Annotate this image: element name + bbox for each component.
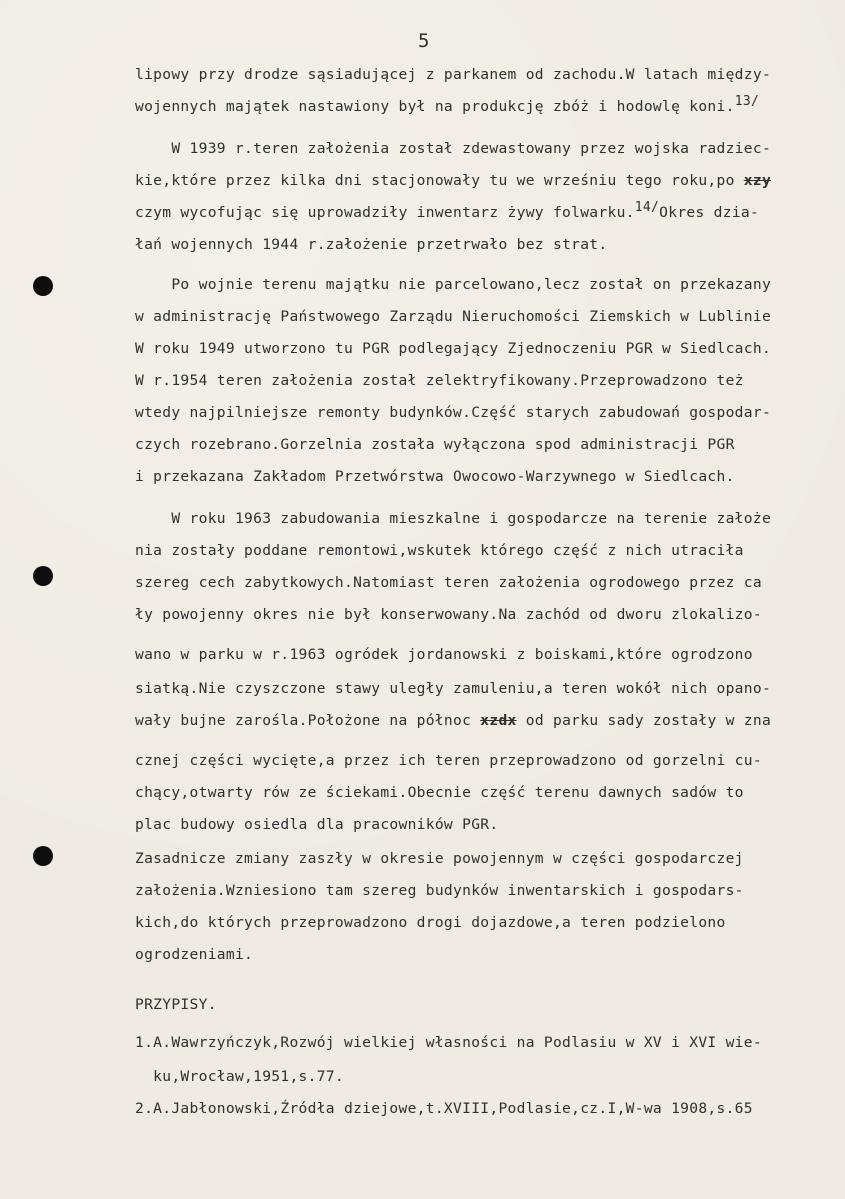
text-line	[135, 372, 744, 389]
punch-hole-middle	[33, 566, 53, 586]
line-text: i przekazana Zakładom Przetwórstwa Owocowo-Warzywnego w Siedlcach.	[135, 468, 735, 485]
line-text: W 1939 r.teren założenia został zdewastowany przez wojska radziec-	[135, 140, 772, 157]
struck-out-text: xzdx	[480, 712, 517, 729]
line-text: wojennych majątek nastawiony był na produkcję zbóż i hodowlę koni.	[135, 98, 735, 115]
text-line	[135, 436, 735, 453]
line-text: założenia.Wzniesiono tam szereg budynków inwentarskich i gospodars-	[135, 882, 744, 899]
punch-hole-top	[33, 276, 53, 296]
line-text: 2.A.Jabłonowski,Źródła dziejowe,t.XVIII,Podlasie,cz.I,W-wa 1908,s.65	[135, 1100, 753, 1117]
line-text: ły powojenny okres nie był konserwowany.Na zachód od dworu zlokalizo-	[135, 606, 762, 623]
line-text: chący,otwarty rów ze ściekami.Obecnie część terenu dawnych sadów to	[135, 784, 744, 801]
line-text: wano w parku w r.1963 ogródek jordanowski z boiskami,które ogrodzono	[135, 646, 753, 663]
text-line	[135, 510, 771, 527]
text-line	[135, 752, 762, 769]
text-line	[135, 308, 771, 325]
line-text: czych rozebrano.Gorzelnia została wyłączona spod administracji PGR	[135, 436, 735, 453]
line-text: wały bujne zarośla.Położone na północ	[135, 712, 481, 729]
line-text: szereg cech zabytkowych.Natomiast teren założenia ogrodowego przez ca	[135, 574, 762, 591]
line-text: cznej części wycięte,a przez ich teren przeprowadzono od gorzelni cu-	[135, 752, 762, 769]
text-line	[135, 404, 771, 421]
text-line	[135, 606, 762, 623]
line-text: Zasadnicze zmiany zaszły w okresie powojennym w części gospodarczej	[135, 850, 744, 867]
line-text-continued: Okres dzia-	[659, 204, 760, 221]
text-line	[135, 996, 217, 1013]
text-line	[135, 1068, 344, 1085]
footnote-reference: 14/	[634, 200, 660, 215]
line-text: W roku 1949 utworzono tu PGR podlegający Zjednoczeniu PGR w Siedlcach.	[135, 340, 772, 357]
line-text: w administrację Państwowego Zarządu Nieruchomości Ziemskich w Lublinie	[135, 308, 772, 325]
text-line	[135, 946, 253, 963]
line-text: plac budowy osiedla dla pracowników PGR.	[135, 816, 499, 833]
text-line	[135, 680, 771, 697]
line-text: ogrodzeniami.	[135, 946, 254, 963]
line-text: siatką.Nie czyszczone stawy uległy zamuleniu,a teren wokół nich opano-	[135, 680, 772, 697]
line-text: czym wycofując się uprowadziły inwentarz żywy folwarku.	[135, 204, 635, 221]
text-line	[135, 816, 498, 833]
text-line	[135, 712, 771, 729]
line-text: nia zostały poddane remontowi,wskutek którego część z nich utraciła	[135, 542, 744, 559]
text-line	[135, 236, 607, 253]
text-line	[135, 140, 771, 157]
text-line	[135, 542, 744, 559]
text-line	[135, 850, 744, 867]
text-line	[135, 646, 753, 663]
line-text: lipowy przy drodze sąsiadującej z parkanem od zachodu.W latach między-	[135, 66, 772, 83]
line-text: wtedy najpilniejsze remonty budynków.Część starych zabudowań gospodar-	[135, 404, 772, 421]
line-text: W r.1954 teren założenia został zelektryfikowany.Przeprowadzono też	[135, 372, 744, 389]
text-line	[135, 276, 771, 293]
text-line	[135, 94, 760, 115]
text-line	[135, 200, 760, 221]
line-text: łań wojennych 1944 r.założenie przetrwało bez strat.	[135, 236, 608, 253]
text-line	[135, 66, 771, 83]
line-text: Po wojnie terenu majątku nie parcelowano,lecz został on przekazany	[135, 276, 772, 293]
struck-out-text: xzy	[743, 172, 772, 189]
text-line	[135, 172, 771, 189]
line-text: W roku 1963 zabudowania mieszkalne i gospodarcze na terenie założe	[135, 510, 772, 527]
line-text: 1.A.Wawrzyńczyk,Rozwój wielkiej własności na Podlasiu w XV i XVI wie-	[135, 1034, 762, 1051]
footnote-reference: 13/	[734, 94, 760, 109]
text-line	[135, 574, 762, 591]
line-text: kie,które przez kilka dni stacjonowały tu we wrześniu tego roku,po	[135, 172, 744, 189]
text-line	[135, 468, 735, 485]
text-line	[135, 784, 744, 801]
text-line	[135, 882, 744, 899]
line-text: kich,do których przeprowadzono drogi dojazdowe,a teren podzielono	[135, 914, 726, 931]
text-line	[135, 1100, 753, 1117]
line-text: PRZYPISY.	[135, 996, 217, 1013]
text-line	[135, 1034, 762, 1051]
line-text-continued: od parku sady zostały w zna	[516, 712, 772, 729]
page-number: 5	[418, 30, 430, 52]
punch-hole-bottom	[33, 846, 53, 866]
line-text: ku,Wrocław,1951,s.77.	[135, 1068, 344, 1085]
text-line	[135, 340, 771, 357]
text-line	[135, 914, 726, 931]
